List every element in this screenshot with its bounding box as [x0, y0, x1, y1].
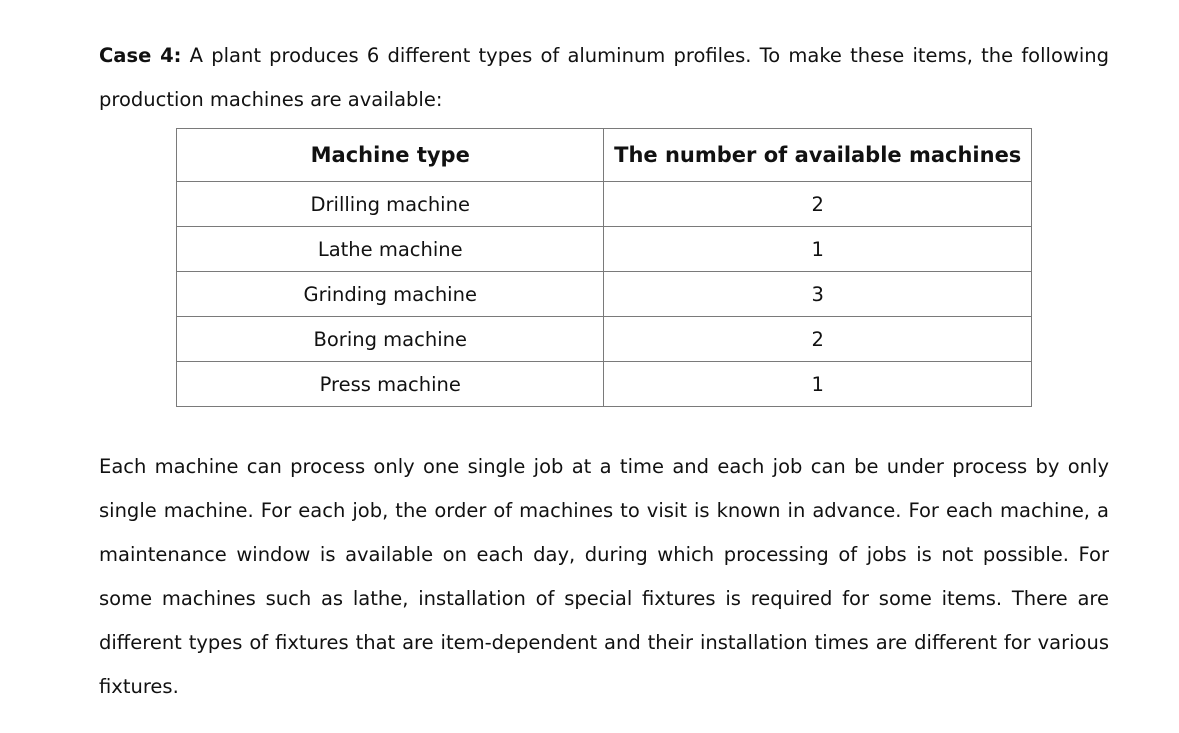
machine-count-cell: 1 [604, 362, 1032, 407]
machine-count-cell: 2 [604, 182, 1032, 227]
intro-text: A plant produces 6 different types of aluminum profiles. To make these items, the following production machines are available: [99, 44, 1109, 111]
intro-paragraph [99, 34, 1109, 122]
machine-type-cell: Boring machine [177, 317, 604, 362]
body-paragraph: Each machine can process only one single job at a time and each job can be under process by only single machine. For each job, the order of machines to visit is known in advance. For each machine, a maintenance window is available on each day, during which processing of jobs is not possible. For some machines such as lathe, installation of special fixtures is required for some items. There are different types of fixtures that are item-dependent and their installation times are different for various fixtures. [99, 455, 1109, 698]
machine-count-cell: 2 [604, 317, 1032, 362]
table-row [177, 227, 1032, 272]
table-row [177, 317, 1032, 362]
machine-type-cell: Drilling machine [177, 182, 604, 227]
case-label: Case 4: [99, 44, 182, 67]
table-row [177, 362, 1032, 407]
table-header-row [177, 129, 1032, 182]
machine-type-cell: Grinding machine [177, 272, 604, 317]
machine-type-cell: Press machine [177, 362, 604, 407]
machine-count-cell: 3 [604, 272, 1032, 317]
table-row [177, 182, 1032, 227]
machines-table [176, 128, 1032, 407]
table-row [177, 272, 1032, 317]
machine-type-cell: Lathe machine [177, 227, 604, 272]
machine-count-cell: 1 [604, 227, 1032, 272]
header-machine-type: Machine type [177, 129, 604, 182]
header-available-count: The number of available machines [604, 129, 1032, 182]
